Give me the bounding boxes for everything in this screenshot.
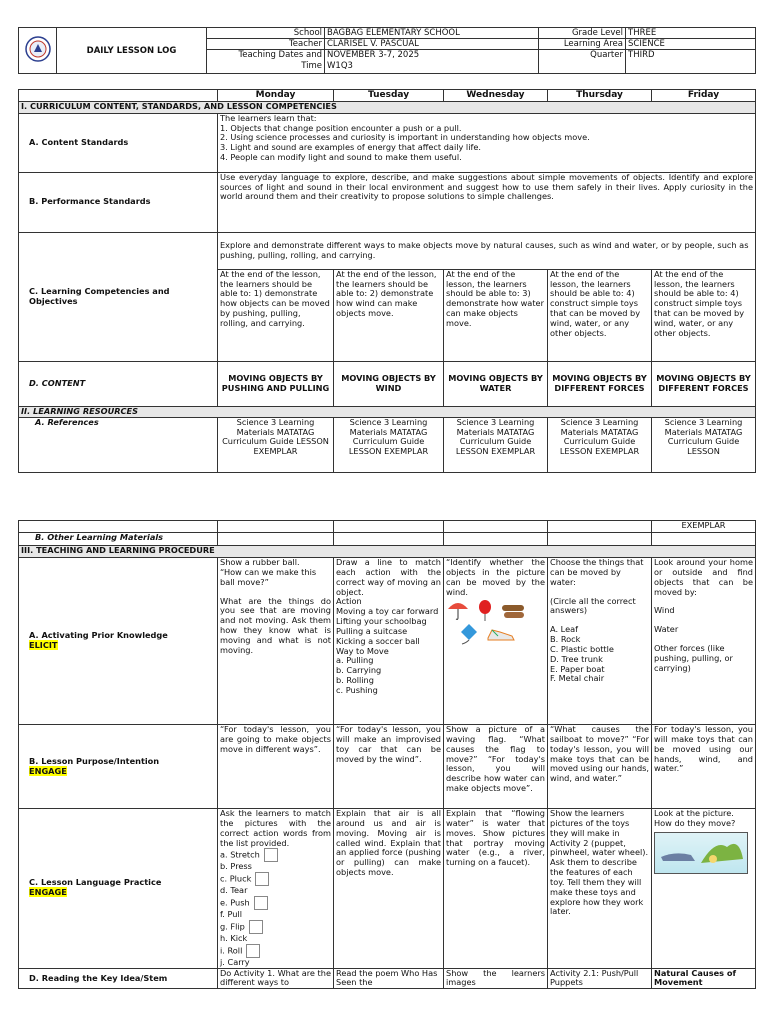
language-wednesday: Explain that “flowing water” is water that moves. Show pictures that portray moving water (e.g., a river, turning on a faucet). <box>444 809 548 969</box>
text-line: Look at the picture. How do they move? <box>654 808 736 828</box>
lesson-table-page2 <box>18 520 756 989</box>
action-word-text: g. Flip <box>220 921 245 932</box>
performance-standards-text: Use everyday language to explore, describe, and make suggestions about simple movements of objects. Identify and explore sources of light and sound in their local environment and suggest how to use them safely in their lives. Apply curiosity in the world around them and their creativity to propose solutions to simple challenges. <box>218 172 756 232</box>
references-label: A. References <box>19 417 218 472</box>
quarter-value: THIRD <box>626 50 756 74</box>
text-line: Way to Move <box>336 645 389 656</box>
text-line: Ask the learners to match the pictures with the correct action words from the list provided. <box>220 808 331 848</box>
corner-cell <box>19 90 218 102</box>
dates-label <box>207 50 325 74</box>
cont-cell <box>19 521 218 533</box>
content-line: The learners learn that: <box>220 113 317 123</box>
area-label: Learning Area <box>539 39 626 50</box>
umbrella-icon <box>446 599 470 621</box>
wind-objects-images <box>446 599 545 621</box>
action-picture-icon <box>246 944 260 958</box>
text-line: What are the things do you see that are moving and not moving. Ask them how they know what is moving and what is not moving. <box>220 595 331 655</box>
action-word-text: f. Pull <box>220 909 243 920</box>
area-value: SCIENCE <box>626 39 756 50</box>
other-tuesday <box>334 533 444 546</box>
content-d-label: D. CONTENT <box>19 361 218 406</box>
action-word-text: c. Pluck <box>220 873 252 884</box>
content-standards-label: A. Content Standards <box>19 113 218 172</box>
dates-value <box>325 50 539 74</box>
competencies-text: Explore and demonstrate different ways to make objects move by natural causes, such as wind and water, or by people, such as pushing, pulling, rolling, and carrying. <box>218 232 756 269</box>
text-line: Water <box>654 624 679 635</box>
day-monday: Monday <box>218 90 334 102</box>
text-line: “Identify whether the objects in the picture can be moved by the wind. <box>446 557 545 597</box>
language-friday <box>652 809 756 969</box>
content-standards-text <box>218 113 756 172</box>
text-line: A. Leaf <box>550 624 579 635</box>
section-curriculum-title: I. CURRICULUM CONTENT, STANDARDS, AND LESSON COMPETENCIES <box>19 101 756 113</box>
grade-label: Grade Level <box>539 28 626 39</box>
section-procedure-title: III. TEACHING AND LEARNING PROCEDURE <box>19 546 756 558</box>
purpose-wednesday: Show a picture of a waving flag. “What causes the flag to move?” “For today's lesson, you will describe how water can make objects move”. <box>444 725 548 809</box>
key-idea-label: D. Reading the Key Idea/Stem <box>19 968 218 989</box>
performance-standards-label: B. Performance Standards <box>19 172 218 232</box>
key-idea-wednesday: Show the learners images <box>444 968 548 989</box>
text-line: E. Paper boat <box>550 663 605 674</box>
text-line: Lifting your schoolbag <box>336 616 427 627</box>
content-friday: MOVING OBJECTS BY DIFFERENT FORCES <box>652 361 756 406</box>
log-icon <box>500 599 526 621</box>
activating-friday <box>652 558 756 725</box>
action-picture-icon <box>254 896 268 910</box>
objective-wednesday: At the end of the lesson, the learners should be able to: 3) demonstrate how water can make objects move. <box>444 269 548 361</box>
action-word <box>220 886 331 896</box>
action-word-text: b. Press <box>220 861 252 872</box>
reference-monday: Science 3 Learning Materials MATATAG Curriculum Guide LESSON EXEMPLAR <box>218 417 334 472</box>
action-word <box>220 872 331 886</box>
text-line: D. Tree trunk <box>550 653 603 664</box>
reference-friday: Science 3 Learning Materials MATATAG Curriculum Guide LESSON <box>652 417 756 472</box>
deped-seal-icon <box>25 36 51 62</box>
cont-cell <box>334 521 444 533</box>
key-idea-thursday: Activity 2.1: Push/Pull Puppets <box>548 968 652 989</box>
reference-tuesday: Science 3 Learning Materials MATATAG Curriculum Guide LESSON EXEMPLAR <box>334 417 444 472</box>
reference-friday-cont: EXEMPLAR <box>652 521 756 533</box>
content-line: 3. Light and sound are examples of energy that affect daily life. <box>220 142 482 153</box>
text-line: a. Pulling <box>336 655 374 666</box>
text-line: c. Pushing <box>336 684 378 695</box>
purpose-tuesday: “For today's lesson, you will make an improvised toy car that can be moved by the wind”. <box>334 725 444 809</box>
key-idea-friday: Natural Causes of Movement <box>652 968 756 989</box>
engage-tag: ENGAGE <box>29 887 67 898</box>
activating-title: A. Activating Prior Knowledge <box>29 630 168 641</box>
action-word <box>220 944 331 958</box>
text-line: Choose the things that can be moved by water: <box>550 557 644 587</box>
week-text: W1Q3 <box>327 60 353 71</box>
text-line: “How can we make this ball move?” <box>220 566 317 587</box>
content-line: 4. People can modify light and sound to make them useful. <box>220 152 462 163</box>
purpose-title: B. Lesson Purpose/Intention <box>29 755 160 766</box>
other-thursday <box>548 533 652 546</box>
key-idea-monday: Do Activity 1. What are the different ways to <box>218 968 334 989</box>
action-word-text: a. Stretch <box>220 849 260 860</box>
kite-icon <box>458 623 480 645</box>
purpose-friday: For today's lesson, you will make toys that can be moved using our hands, wind, and water.” <box>652 725 756 809</box>
teacher-label: Teacher <box>207 39 325 50</box>
purpose-monday: “For today's lesson, you are going to make objects move in different ways”. <box>218 725 334 809</box>
dates-label-line1: Teaching Dates and <box>238 50 322 61</box>
text-line: (Circle all the correct answers) <box>550 595 636 616</box>
other-materials-label: B. Other Learning Materials <box>19 533 218 546</box>
action-word <box>220 896 331 910</box>
content-line: 1. Objects that change position encounter a push or a pull. <box>220 122 462 133</box>
action-picture-icon <box>249 920 263 934</box>
action-word <box>220 958 331 968</box>
text-line: Show a rubber ball. <box>220 557 300 567</box>
shoe-icon <box>486 624 516 644</box>
objective-thursday: At the end of the lesson, the learners should be able to: 4) construct simple toys that can be moved by wind, water, or any other objects. <box>548 269 652 361</box>
activating-thursday <box>548 558 652 725</box>
action-word <box>220 910 331 920</box>
document-title: DAILY LESSON LOG <box>57 28 207 74</box>
text-line: C. Plastic bottle <box>550 643 614 654</box>
action-word-text: d. Tear <box>220 885 248 896</box>
action-word-text: j. Carry <box>220 956 250 967</box>
grade-value: THREE <box>626 28 756 39</box>
balloon-icon <box>476 599 494 621</box>
action-word-text: e. Push <box>220 897 250 908</box>
text-line: Pulling a suitcase <box>336 625 408 636</box>
language-thursday: Show the learners pictures of the toys they will make in Activity 2 (puppet, pinwheel, water wheel). Ask them to describe the features of each toy. Tell them they will make these toys and explore how they work later. <box>548 809 652 969</box>
purpose-label <box>19 725 218 809</box>
content-thursday: MOVING OBJECTS BY DIFFERENT FORCES <box>548 361 652 406</box>
text-line: Action <box>336 596 362 607</box>
day-thursday: Thursday <box>548 90 652 102</box>
wind-objects-images-2 <box>458 623 545 645</box>
action-word <box>220 920 331 934</box>
content-tuesday: MOVING OBJECTS BY WIND <box>334 361 444 406</box>
text-line: Wind <box>654 605 675 616</box>
other-monday <box>218 533 334 546</box>
text-line: Look around your home or outside and find objects that can be moved by: <box>654 557 753 597</box>
section-resources-title: II. LEARNING RESOURCES <box>19 406 756 417</box>
content-wednesday: MOVING OBJECTS BY WATER <box>444 361 548 406</box>
reference-thursday: Science 3 Learning Materials MATATAG Curriculum Guide LESSON EXEMPLAR <box>548 417 652 472</box>
other-wednesday <box>444 533 548 546</box>
objective-monday: At the end of the lesson, the learners should be able to: 1) demonstrate how objects can be moved by pushing, pulling, rolling, and carrying. <box>218 269 334 361</box>
cont-cell <box>548 521 652 533</box>
moving-toys-picture <box>654 832 748 874</box>
cont-cell <box>444 521 548 533</box>
language-practice-label <box>19 809 218 969</box>
quarter-label: Quarter <box>539 50 626 74</box>
activating-tuesday <box>334 558 444 725</box>
language-tuesday: Explain that air is all around us and air is moving. Moving air is called wind. Explain that an applied force (pushing or pulling) can make objects move. <box>334 809 444 969</box>
boat-and-plant-picture <box>655 833 747 873</box>
dates-text: NOVEMBER 3-7, 2025 <box>327 50 420 61</box>
text-line: F. Metal chair <box>550 673 605 684</box>
day-wednesday: Wednesday <box>444 90 548 102</box>
day-friday: Friday <box>652 90 756 102</box>
action-picture-icon <box>264 848 278 862</box>
reference-wednesday: Science 3 Learning Materials MATATAG Curriculum Guide LESSON EXEMPLAR <box>444 417 548 472</box>
purpose-thursday: “What causes the sailboat to move?” “For today's lesson, you will make toys that can be moved using our hands, wind, and water.” <box>548 725 652 809</box>
text-line: Draw a line to match each action with the correct way of moving an object. <box>336 557 441 597</box>
action-word <box>220 862 331 872</box>
activating-wednesday <box>444 558 548 725</box>
text-line: Moving a toy car forward <box>336 606 439 617</box>
engage-tag: ENGAGE <box>29 765 67 776</box>
action-picture-icon <box>255 872 269 886</box>
text-line: b. Rolling <box>336 675 374 686</box>
logo-cell <box>19 28 57 74</box>
cont-cell <box>218 521 334 533</box>
header-table <box>18 27 756 74</box>
text-line: b. Carrying <box>336 665 382 676</box>
teacher-value: CLARISEL V. PASCUAL <box>325 39 539 50</box>
action-word <box>220 848 331 862</box>
objective-friday: At the end of the lesson, the learners should be able to: 4) construct simple toys that can be moved by wind, water, or any other objects. <box>652 269 756 361</box>
school-label: School <box>207 28 325 39</box>
other-friday <box>652 533 756 546</box>
text-line: Kicking a soccer ball <box>336 635 420 646</box>
elicit-tag: ELICIT <box>29 640 58 650</box>
lesson-table-page1 <box>18 89 756 473</box>
day-tuesday: Tuesday <box>334 90 444 102</box>
objective-tuesday: At the end of the lesson, the learners should be able to: 2) demonstrate how wind can make objects move. <box>334 269 444 361</box>
action-word-text: h. Kick <box>220 932 248 943</box>
action-word <box>220 934 331 944</box>
text-line: B. Rock <box>550 634 581 645</box>
school-value: BAGBAG ELEMENTARY SCHOOL <box>325 28 539 39</box>
dates-label-line2: Time <box>301 60 322 71</box>
competencies-label: C. Learning Competencies and Objectives <box>19 232 218 361</box>
activating-monday <box>218 558 334 725</box>
language-practice-title: C. Lesson Language Practice <box>29 877 162 888</box>
content-line: 2. Using science processes and curiosity is important in understanding how objects move. <box>220 132 590 143</box>
language-monday <box>218 809 334 969</box>
activating-label <box>19 558 218 725</box>
content-monday: MOVING OBJECTS BY PUSHING AND PULLING <box>218 361 334 406</box>
key-idea-tuesday: Read the poem Who Has Seen the <box>334 968 444 989</box>
action-word-text: i. Roll <box>220 945 243 956</box>
text-line: Other forces (like pushing, pulling, or carrying) <box>654 643 733 673</box>
